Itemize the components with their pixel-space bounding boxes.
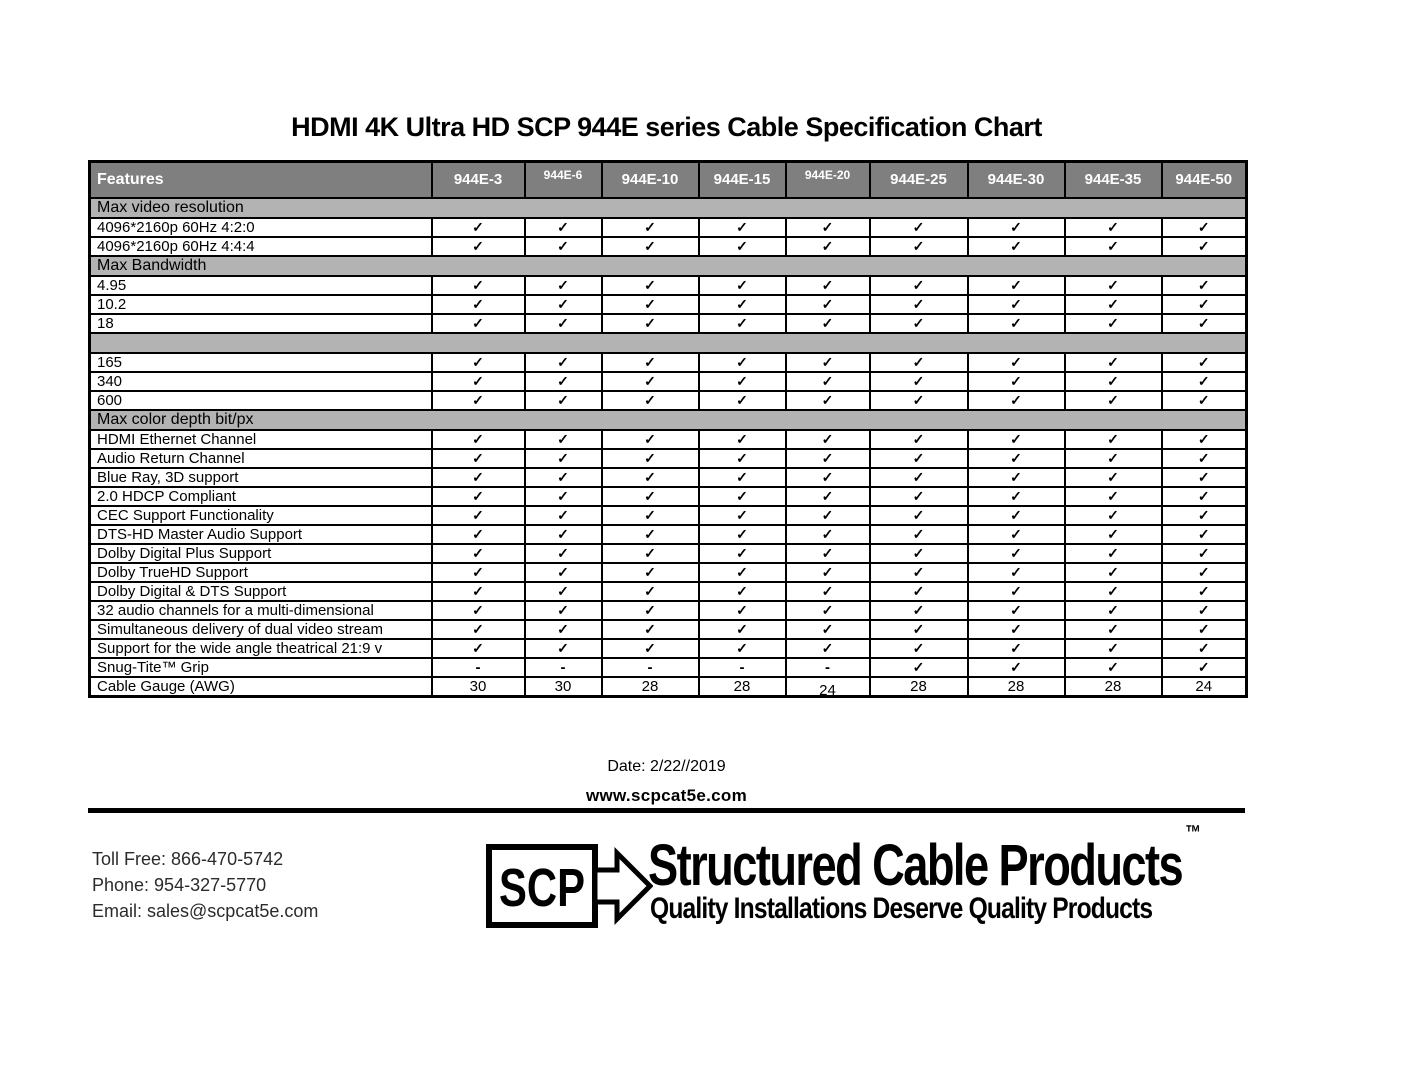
feature-cell: Support for the wide angle theatrical 21:9 v xyxy=(90,639,432,658)
checkmark-cell: ✓ xyxy=(699,314,786,333)
checkmark-cell: ✓ xyxy=(870,506,968,525)
feature-cell: 32 audio channels for a multi-dimensional xyxy=(90,601,432,620)
checkmark-cell: ✓ xyxy=(525,449,602,468)
checkmark-cell: ✓ xyxy=(1065,295,1162,314)
table-row xyxy=(90,525,1247,544)
checkmark-cell: ✓ xyxy=(525,314,602,333)
checkmark-cell: ✓ xyxy=(968,620,1065,639)
checkmark-cell: ✓ xyxy=(1065,487,1162,506)
checkmark-cell: ✓ xyxy=(870,544,968,563)
email-line: Email: sales@scpcat5e.com xyxy=(92,901,319,921)
checkmark-cell: ✓ xyxy=(699,295,786,314)
checkmark-cell: ✓ xyxy=(786,276,870,295)
checkmark-cell: ✓ xyxy=(870,276,968,295)
checkmark-cell: ✓ xyxy=(786,544,870,563)
checkmark-cell: ✓ xyxy=(525,468,602,487)
checkmark-cell: ✓ xyxy=(1162,218,1247,237)
checkmark-cell: ✓ xyxy=(1065,237,1162,256)
checkmark-cell: ✓ xyxy=(786,314,870,333)
table-row xyxy=(90,658,1247,677)
checkmark-cell: ✓ xyxy=(602,218,699,237)
checkmark-cell: ✓ xyxy=(1065,353,1162,372)
feature-cell: Audio Return Channel xyxy=(90,449,432,468)
checkmark-cell: ✓ xyxy=(602,525,699,544)
checkmark-cell: ✓ xyxy=(602,563,699,582)
checkmark-cell: ✓ xyxy=(786,237,870,256)
checkmark-cell: ✓ xyxy=(1162,391,1247,410)
date-text: Date: 2/22//2019 xyxy=(607,758,726,775)
checkmark-cell: ✓ xyxy=(432,639,525,658)
checkmark-cell: ✓ xyxy=(432,582,525,601)
feature-cell: CEC Support Functionality xyxy=(90,506,432,525)
checkmark-cell: ✓ xyxy=(1065,563,1162,582)
checkmark-cell: ✓ xyxy=(1162,601,1247,620)
scp-acronym: SCP xyxy=(499,858,585,918)
checkmark-cell: ✓ xyxy=(699,601,786,620)
checkmark-cell: ✓ xyxy=(602,620,699,639)
checkmark-cell: ✓ xyxy=(968,468,1065,487)
checkmark-cell: ✓ xyxy=(699,218,786,237)
checkmark-cell: ✓ xyxy=(602,639,699,658)
checkmark-cell: ✓ xyxy=(699,487,786,506)
checkmark-cell: ✓ xyxy=(870,563,968,582)
feature-cell: 2.0 HDCP Compliant xyxy=(90,487,432,506)
checkmark-cell: ✓ xyxy=(699,620,786,639)
column-header-944e-30: 944E-30 xyxy=(968,162,1065,198)
checkmark-cell: ✓ xyxy=(602,237,699,256)
checkmark-cell: ✓ xyxy=(699,430,786,449)
checkmark-cell: ✓ xyxy=(968,353,1065,372)
checkmark-cell: ✓ xyxy=(602,468,699,487)
table-row xyxy=(90,563,1247,582)
checkmark-cell: ✓ xyxy=(968,582,1065,601)
checkmark-cell: ✓ xyxy=(1162,582,1247,601)
checkmark-cell: ✓ xyxy=(1162,430,1247,449)
checkmark-cell: ✓ xyxy=(1065,506,1162,525)
checkmark-cell: ✓ xyxy=(602,506,699,525)
checkmark-cell: ✓ xyxy=(1162,353,1247,372)
checkmark-cell: ✓ xyxy=(432,449,525,468)
checkmark-cell: ✓ xyxy=(870,468,968,487)
checkmark-cell: ✓ xyxy=(870,391,968,410)
checkmark-cell: ✓ xyxy=(525,525,602,544)
checkmark-cell: ✓ xyxy=(602,353,699,372)
section-label: Max video resolution xyxy=(90,198,1247,218)
checkmark-cell: ✓ xyxy=(1162,372,1247,391)
checkmark-cell: ✓ xyxy=(432,487,525,506)
checkmark-cell: ✓ xyxy=(602,372,699,391)
checkmark-cell: ✓ xyxy=(968,544,1065,563)
checkmark-cell: ✓ xyxy=(786,449,870,468)
checkmark-cell: ✓ xyxy=(602,276,699,295)
feature-cell: 4096*2160p 60Hz 4:4:4 xyxy=(90,237,432,256)
feature-cell: 18 xyxy=(90,314,432,333)
dash-cell: - xyxy=(699,658,786,677)
checkmark-cell: ✓ xyxy=(602,544,699,563)
value-cell: 30 xyxy=(432,677,525,697)
checkmark-cell: ✓ xyxy=(432,237,525,256)
feature-cell: 340 xyxy=(90,372,432,391)
checkmark-cell: ✓ xyxy=(1065,582,1162,601)
checkmark-cell: ✓ xyxy=(699,639,786,658)
checkmark-cell: ✓ xyxy=(1065,639,1162,658)
checkmark-cell: ✓ xyxy=(525,582,602,601)
column-header-944e-3: 944E-3 xyxy=(432,162,525,198)
checkmark-cell: ✓ xyxy=(1162,525,1247,544)
checkmark-cell: ✓ xyxy=(786,620,870,639)
checkmark-cell: ✓ xyxy=(786,601,870,620)
feature-cell: Snug-Tite™ Grip xyxy=(90,658,432,677)
feature-cell: 4096*2160p 60Hz 4:2:0 xyxy=(90,218,432,237)
checkmark-cell: ✓ xyxy=(525,601,602,620)
checkmark-cell: ✓ xyxy=(699,544,786,563)
table-row xyxy=(90,639,1247,658)
checkmark-cell: ✓ xyxy=(968,372,1065,391)
features-header-cell: Features xyxy=(90,162,432,198)
phone-line: Phone: 954-327-5770 xyxy=(92,875,267,895)
checkmark-cell: ✓ xyxy=(525,563,602,582)
page-title: HDMI 4K Ultra HD SCP 944E series Cable Specification Chart xyxy=(291,112,1042,142)
section-label xyxy=(90,333,1247,353)
checkmark-cell: ✓ xyxy=(432,525,525,544)
feature-cell: 10.2 xyxy=(90,295,432,314)
checkmark-cell: ✓ xyxy=(870,582,968,601)
checkmark-cell: ✓ xyxy=(699,468,786,487)
checkmark-cell: ✓ xyxy=(786,391,870,410)
feature-cell: Blue Ray, 3D support xyxy=(90,468,432,487)
checkmark-cell: ✓ xyxy=(1162,639,1247,658)
checkmark-cell: ✓ xyxy=(699,563,786,582)
checkmark-cell: ✓ xyxy=(432,601,525,620)
checkmark-cell: ✓ xyxy=(870,601,968,620)
checkmark-cell: ✓ xyxy=(699,391,786,410)
brand-name: Structured Cable Products™ xyxy=(648,821,1201,898)
checkmark-cell: ✓ xyxy=(525,506,602,525)
checkmark-cell: ✓ xyxy=(699,525,786,544)
checkmark-cell: ✓ xyxy=(525,237,602,256)
checkmark-cell: ✓ xyxy=(786,525,870,544)
column-header-944e-25: 944E-25 xyxy=(870,162,968,198)
checkmark-cell: ✓ xyxy=(870,620,968,639)
checkmark-cell: ✓ xyxy=(525,353,602,372)
table-row xyxy=(90,582,1247,601)
scp-logo xyxy=(485,821,1245,936)
feature-cell: Dolby Digital Plus Support xyxy=(90,544,432,563)
checkmark-cell: ✓ xyxy=(699,582,786,601)
checkmark-cell: ✓ xyxy=(699,372,786,391)
dash-cell: - xyxy=(432,658,525,677)
column-header-944e-10: 944E-10 xyxy=(602,162,699,198)
value-cell: 28 xyxy=(602,677,699,697)
table-row xyxy=(90,487,1247,506)
table-row xyxy=(90,314,1247,333)
checkmark-cell: ✓ xyxy=(1162,468,1247,487)
checkmark-cell: ✓ xyxy=(602,295,699,314)
table-header-row xyxy=(90,162,1247,198)
section-label: Max color depth bit/px xyxy=(90,410,1247,430)
checkmark-cell: ✓ xyxy=(968,449,1065,468)
checkmark-cell: ✓ xyxy=(1162,506,1247,525)
checkmark-cell: ✓ xyxy=(525,544,602,563)
checkmark-cell: ✓ xyxy=(525,487,602,506)
table-row xyxy=(90,620,1247,639)
feature-cell: 600 xyxy=(90,391,432,410)
checkmark-cell: ✓ xyxy=(1162,314,1247,333)
checkmark-cell: ✓ xyxy=(968,276,1065,295)
checkmark-cell: ✓ xyxy=(786,639,870,658)
checkmark-cell: ✓ xyxy=(870,218,968,237)
value-cell: 28 xyxy=(968,677,1065,697)
checkmark-cell: ✓ xyxy=(525,295,602,314)
value-cell: 24 xyxy=(786,677,870,697)
section-row xyxy=(90,198,1247,218)
checkmark-cell: ✓ xyxy=(870,658,968,677)
table-row xyxy=(90,430,1247,449)
checkmark-cell: ✓ xyxy=(602,314,699,333)
checkmark-cell: ✓ xyxy=(786,218,870,237)
checkmark-cell: ✓ xyxy=(786,563,870,582)
checkmark-cell: ✓ xyxy=(968,295,1065,314)
checkmark-cell: ✓ xyxy=(1162,487,1247,506)
checkmark-cell: ✓ xyxy=(1065,276,1162,295)
checkmark-cell: ✓ xyxy=(432,544,525,563)
checkmark-cell: ✓ xyxy=(699,276,786,295)
checkmark-cell: ✓ xyxy=(1162,237,1247,256)
checkmark-cell: ✓ xyxy=(699,449,786,468)
checkmark-cell: ✓ xyxy=(968,218,1065,237)
feature-cell: 165 xyxy=(90,353,432,372)
section-row xyxy=(90,256,1247,276)
dash-cell: - xyxy=(786,658,870,677)
checkmark-cell: ✓ xyxy=(432,353,525,372)
checkmark-cell: ✓ xyxy=(1162,544,1247,563)
checkmark-cell: ✓ xyxy=(602,391,699,410)
table-row xyxy=(90,295,1247,314)
checkmark-cell: ✓ xyxy=(1162,449,1247,468)
checkmark-cell: ✓ xyxy=(432,430,525,449)
value-cell: 28 xyxy=(870,677,968,697)
value-cell: 28 xyxy=(1065,677,1162,697)
checkmark-cell: ✓ xyxy=(432,563,525,582)
checkmark-cell: ✓ xyxy=(870,314,968,333)
checkmark-cell: ✓ xyxy=(968,563,1065,582)
column-header-944e-50: 944E-50 xyxy=(1162,162,1247,198)
checkmark-cell: ✓ xyxy=(432,314,525,333)
footer-divider xyxy=(88,808,1245,813)
table-row xyxy=(90,544,1247,563)
table-row xyxy=(90,601,1247,620)
checkmark-cell: ✓ xyxy=(432,468,525,487)
feature-cell: HDMI Ethernet Channel xyxy=(90,430,432,449)
checkmark-cell: ✓ xyxy=(968,601,1065,620)
checkmark-cell: ✓ xyxy=(786,430,870,449)
checkmark-cell: ✓ xyxy=(968,506,1065,525)
checkmark-cell: ✓ xyxy=(525,218,602,237)
feature-cell: 4.95 xyxy=(90,276,432,295)
feature-cell: Dolby TrueHD Support xyxy=(90,563,432,582)
checkmark-cell: ✓ xyxy=(1162,295,1247,314)
checkmark-cell: ✓ xyxy=(1065,314,1162,333)
checkmark-cell: ✓ xyxy=(432,218,525,237)
checkmark-cell: ✓ xyxy=(1065,218,1162,237)
checkmark-cell: ✓ xyxy=(432,620,525,639)
trademark-symbol: ™ xyxy=(1185,821,1201,844)
checkmark-cell: ✓ xyxy=(1065,620,1162,639)
value-cell: 24 xyxy=(1162,677,1247,697)
checkmark-cell: ✓ xyxy=(968,237,1065,256)
checkmark-cell: ✓ xyxy=(1162,276,1247,295)
checkmark-cell: ✓ xyxy=(968,430,1065,449)
checkmark-cell: ✓ xyxy=(525,639,602,658)
checkmark-cell: ✓ xyxy=(1162,620,1247,639)
checkmark-cell: ✓ xyxy=(870,639,968,658)
brand-tagline: Quality Installations Deserve Quality Products xyxy=(650,892,1153,925)
checkmark-cell: ✓ xyxy=(968,314,1065,333)
contact-block xyxy=(92,846,318,924)
checkmark-cell: ✓ xyxy=(1065,525,1162,544)
value-cell: 28 xyxy=(699,677,786,697)
table-row xyxy=(90,218,1247,237)
checkmark-cell: ✓ xyxy=(602,449,699,468)
table-row xyxy=(90,276,1247,295)
dash-cell: - xyxy=(602,658,699,677)
checkmark-cell: ✓ xyxy=(870,372,968,391)
table-row xyxy=(90,237,1247,256)
checkmark-cell: ✓ xyxy=(602,582,699,601)
checkmark-cell: ✓ xyxy=(1065,544,1162,563)
checkmark-cell: ✓ xyxy=(525,391,602,410)
checkmark-cell: ✓ xyxy=(786,353,870,372)
checkmark-cell: ✓ xyxy=(870,487,968,506)
checkmark-cell: ✓ xyxy=(432,276,525,295)
table-row xyxy=(90,372,1247,391)
column-header-944e-35: 944E-35 xyxy=(1065,162,1162,198)
checkmark-cell: ✓ xyxy=(1065,430,1162,449)
checkmark-cell: ✓ xyxy=(968,658,1065,677)
dash-cell: - xyxy=(525,658,602,677)
checkmark-cell: ✓ xyxy=(786,506,870,525)
checkmark-cell: ✓ xyxy=(870,525,968,544)
checkmark-cell: ✓ xyxy=(699,353,786,372)
checkmark-cell: ✓ xyxy=(968,487,1065,506)
checkmark-cell: ✓ xyxy=(1065,391,1162,410)
column-header-944e-20: 944E-20 xyxy=(786,162,870,198)
checkmark-cell: ✓ xyxy=(525,430,602,449)
checkmark-cell: ✓ xyxy=(786,468,870,487)
checkmark-cell: ✓ xyxy=(525,620,602,639)
checkmark-cell: ✓ xyxy=(870,430,968,449)
checkmark-cell: ✓ xyxy=(1162,563,1247,582)
checkmark-cell: ✓ xyxy=(699,237,786,256)
feature-cell: Dolby Digital & DTS Support xyxy=(90,582,432,601)
feature-cell: Simultaneous delivery of dual video stream xyxy=(90,620,432,639)
column-header-944e-15: 944E-15 xyxy=(699,162,786,198)
checkmark-cell: ✓ xyxy=(525,372,602,391)
checkmark-cell: ✓ xyxy=(786,372,870,391)
section-label: Max Bandwidth xyxy=(90,256,1247,276)
value-cell: 30 xyxy=(525,677,602,697)
spec-table xyxy=(88,160,1248,698)
checkmark-cell: ✓ xyxy=(870,295,968,314)
checkmark-cell: ✓ xyxy=(1065,601,1162,620)
table-row xyxy=(90,353,1247,372)
checkmark-cell: ✓ xyxy=(870,237,968,256)
table-row xyxy=(90,506,1247,525)
scp-logo-mark-icon xyxy=(485,840,653,932)
checkmark-cell: ✓ xyxy=(699,506,786,525)
column-header-944e-6: 944E-6 xyxy=(525,162,602,198)
section-row xyxy=(90,410,1247,430)
checkmark-cell: ✓ xyxy=(1162,658,1247,677)
checkmark-cell: ✓ xyxy=(602,430,699,449)
checkmark-cell: ✓ xyxy=(870,353,968,372)
feature-cell: DTS-HD Master Audio Support xyxy=(90,525,432,544)
checkmark-cell: ✓ xyxy=(870,449,968,468)
checkmark-cell: ✓ xyxy=(1065,372,1162,391)
checkmark-cell: ✓ xyxy=(786,295,870,314)
checkmark-cell: ✓ xyxy=(1065,658,1162,677)
table-row xyxy=(90,391,1247,410)
checkmark-cell: ✓ xyxy=(602,601,699,620)
checkmark-cell: ✓ xyxy=(525,276,602,295)
checkmark-cell: ✓ xyxy=(1065,449,1162,468)
checkmark-cell: ✓ xyxy=(786,487,870,506)
checkmark-cell: ✓ xyxy=(432,391,525,410)
checkmark-cell: ✓ xyxy=(432,295,525,314)
table-row xyxy=(90,468,1247,487)
checkmark-cell: ✓ xyxy=(432,372,525,391)
website-text: www.scpcat5e.com xyxy=(585,786,747,805)
checkmark-cell: ✓ xyxy=(602,487,699,506)
section-row xyxy=(90,333,1247,353)
checkmark-cell: ✓ xyxy=(432,506,525,525)
checkmark-cell: ✓ xyxy=(968,525,1065,544)
checkmark-cell: ✓ xyxy=(1065,468,1162,487)
checkmark-cell: ✓ xyxy=(786,582,870,601)
table-row xyxy=(90,677,1247,697)
checkmark-cell: ✓ xyxy=(968,391,1065,410)
feature-cell: Cable Gauge (AWG) xyxy=(90,677,432,697)
toll-free-line: Toll Free: 866-470-5742 xyxy=(92,849,284,869)
table-row xyxy=(90,449,1247,468)
checkmark-cell: ✓ xyxy=(968,639,1065,658)
